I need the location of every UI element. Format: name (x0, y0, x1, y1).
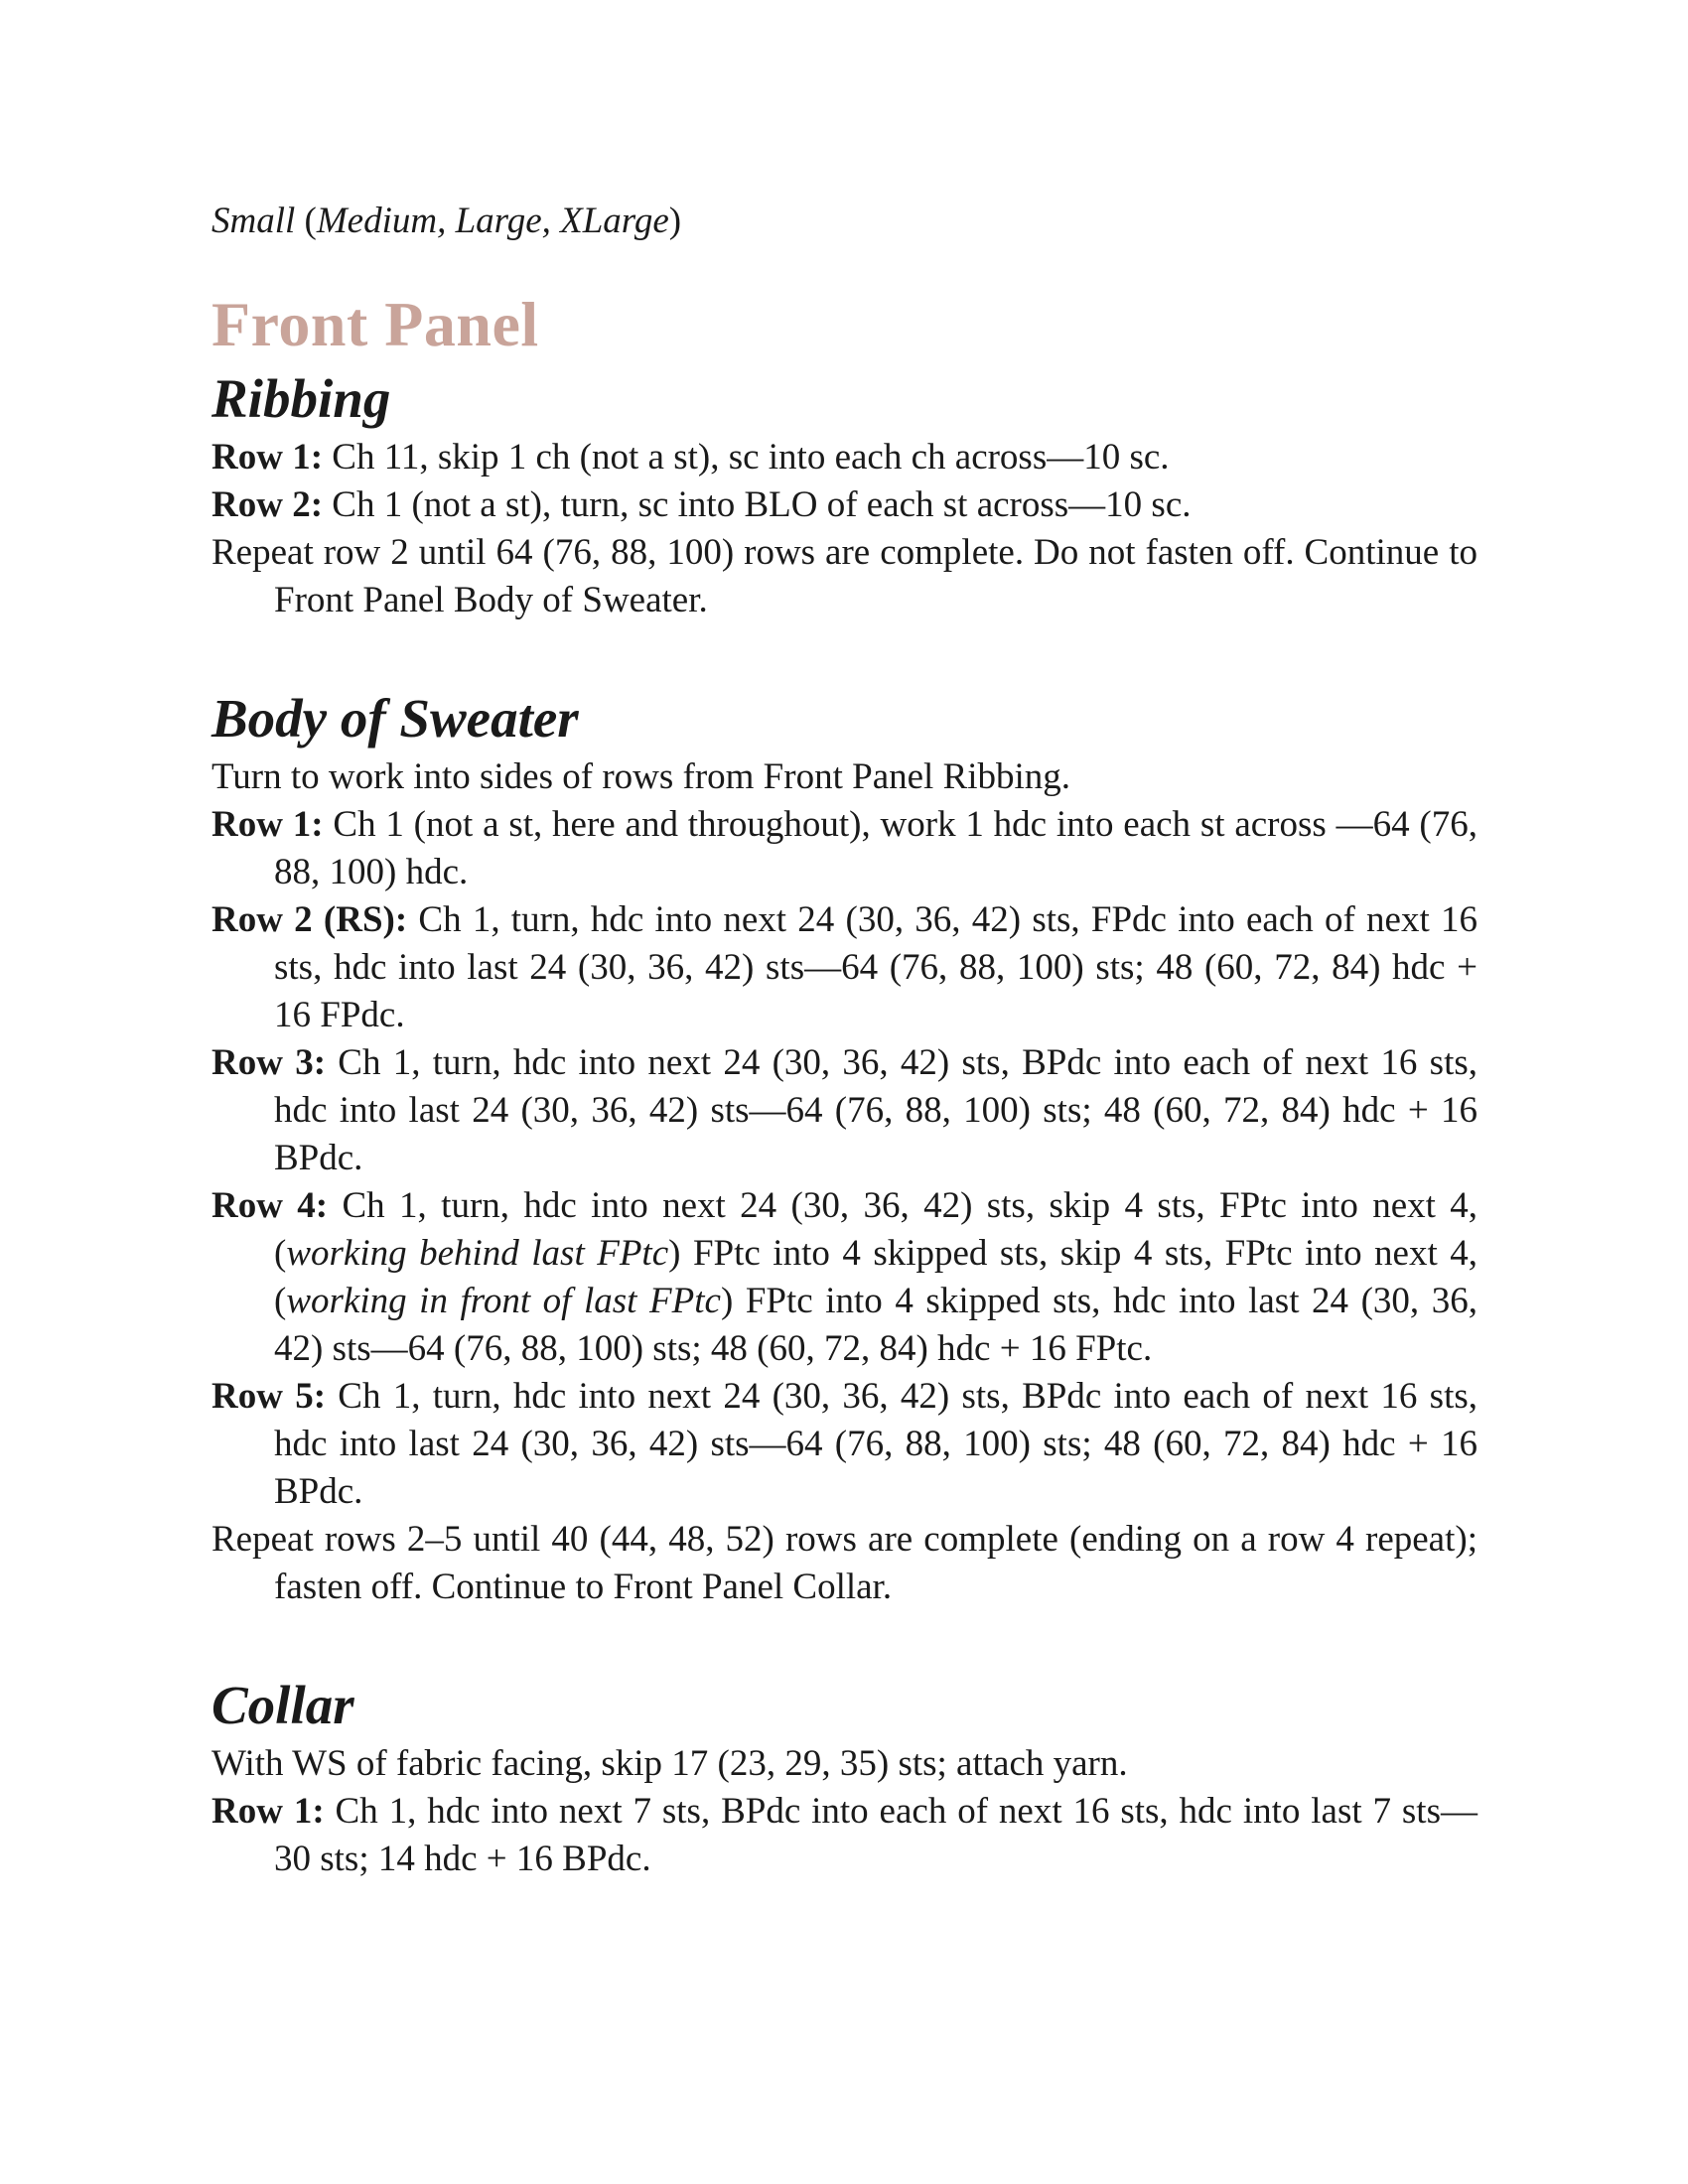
collar-intro: With WS of fabric facing, skip 17 (23, 29, 35) sts; attach yarn. (211, 1743, 1128, 1784)
row-note: working behind last FPtc (286, 1233, 669, 1274)
body-repeat: Repeat rows 2–5 until 40 (44, 48, 52) rows are complete (ending on a row 4 repeat); fasten off. Continue to Front Panel Collar. (211, 1519, 1477, 1607)
row-text: ) FPtc into 4 skipped sts, skip 4 sts, FPtc into next 4, ( (274, 1233, 1477, 1321)
row-text: Ch 11, skip 1 ch (not a st), sc into each ch across—10 sc. (323, 437, 1170, 478)
row-text: Ch 1 (not a st), turn, sc into BLO of each st across—10 sc. (323, 484, 1192, 525)
collar-row-1 (211, 1788, 1477, 1883)
size-close-paren: ) (668, 201, 682, 241)
size-line (211, 194, 1477, 249)
row-label: Row 3: (211, 1042, 327, 1083)
pattern-page (211, 194, 1477, 1883)
row-label: Row 5: (211, 1376, 327, 1417)
collar-title: Collar (211, 1675, 354, 1735)
body-row-1 (211, 801, 1477, 896)
body-row-4 (211, 1182, 1477, 1373)
row-label: Row 1: (211, 1791, 325, 1832)
row-label: Row 1: (211, 437, 324, 478)
row-text: Ch 1, hdc into next 7 sts, BPdc into each of next 16 sts, hdc into last 7 sts—30 sts; 14 hdc + 16 BPdc. (274, 1791, 1477, 1879)
size-small: Small (211, 201, 296, 241)
panel-title: Front Panel (211, 289, 539, 359)
size-others: Medium, Large, XLarge (316, 201, 669, 241)
body-row-5 (211, 1373, 1477, 1516)
row-label: Row 1: (211, 804, 324, 845)
row-text: Ch 1, turn, hdc into next 24 (30, 36, 42) sts, BPdc into each of next 16 sts, hdc into last 24 (30, 36, 42) sts—64 (76, 88, 100) sts; 48 (60, 72, 84) hdc + 16 BPdc. (274, 1376, 1477, 1512)
body-row-3 (211, 1039, 1477, 1182)
row-label: Row 4: (211, 1185, 329, 1226)
ribbing-title: Ribbing (211, 368, 391, 429)
row-label: Row 2: (211, 484, 324, 525)
row-label: Row 2 (RS): (211, 899, 408, 940)
row-text: Ch 1 (not a st, here and throughout), work 1 hdc into each st across —64 (76, 88, 100) hdc. (274, 804, 1477, 892)
body-row-2 (211, 896, 1477, 1039)
body-intro: Turn to work into sides of rows from Front Panel Ribbing. (211, 756, 1071, 797)
ribbing-row-1 (211, 434, 1477, 481)
ribbing-repeat: Repeat row 2 until 64 (76, 88, 100) rows are complete. Do not fasten off. Continue to Front Panel Body of Sweater. (211, 532, 1477, 620)
row-text: Ch 1, turn, hdc into next 24 (30, 36, 42) sts, FPdc into each of next 16 sts, hdc into last 24 (30, 36, 42) sts—64 (76, 88, 100) sts; 48 (60, 72, 84) hdc + 16 FPdc. (274, 899, 1477, 1035)
body-title: Body of Sweater (211, 688, 579, 749)
size-open-paren: ( (304, 201, 317, 241)
ribbing-row-2 (211, 481, 1477, 529)
row-note: working in front of last FPtc (286, 1281, 721, 1321)
row-text: Ch 1, turn, hdc into next 24 (30, 36, 42) sts, BPdc into each of next 16 sts, hdc into last 24 (30, 36, 42) sts—64 (76, 88, 100) sts; 48 (60, 72, 84) hdc + 16 BPdc. (274, 1042, 1477, 1178)
row-text: ) FPtc into 4 skipped sts, hdc into last 24 (30, 36, 42) sts—64 (76, 88, 100) sts; 48 (60, 72, 84) hdc + 16 FPtc. (274, 1281, 1477, 1369)
row-text: Ch 1, turn, hdc into next 24 (30, 36, 42) sts, skip 4 sts, FPtc into next 4, ( (274, 1185, 1478, 1274)
